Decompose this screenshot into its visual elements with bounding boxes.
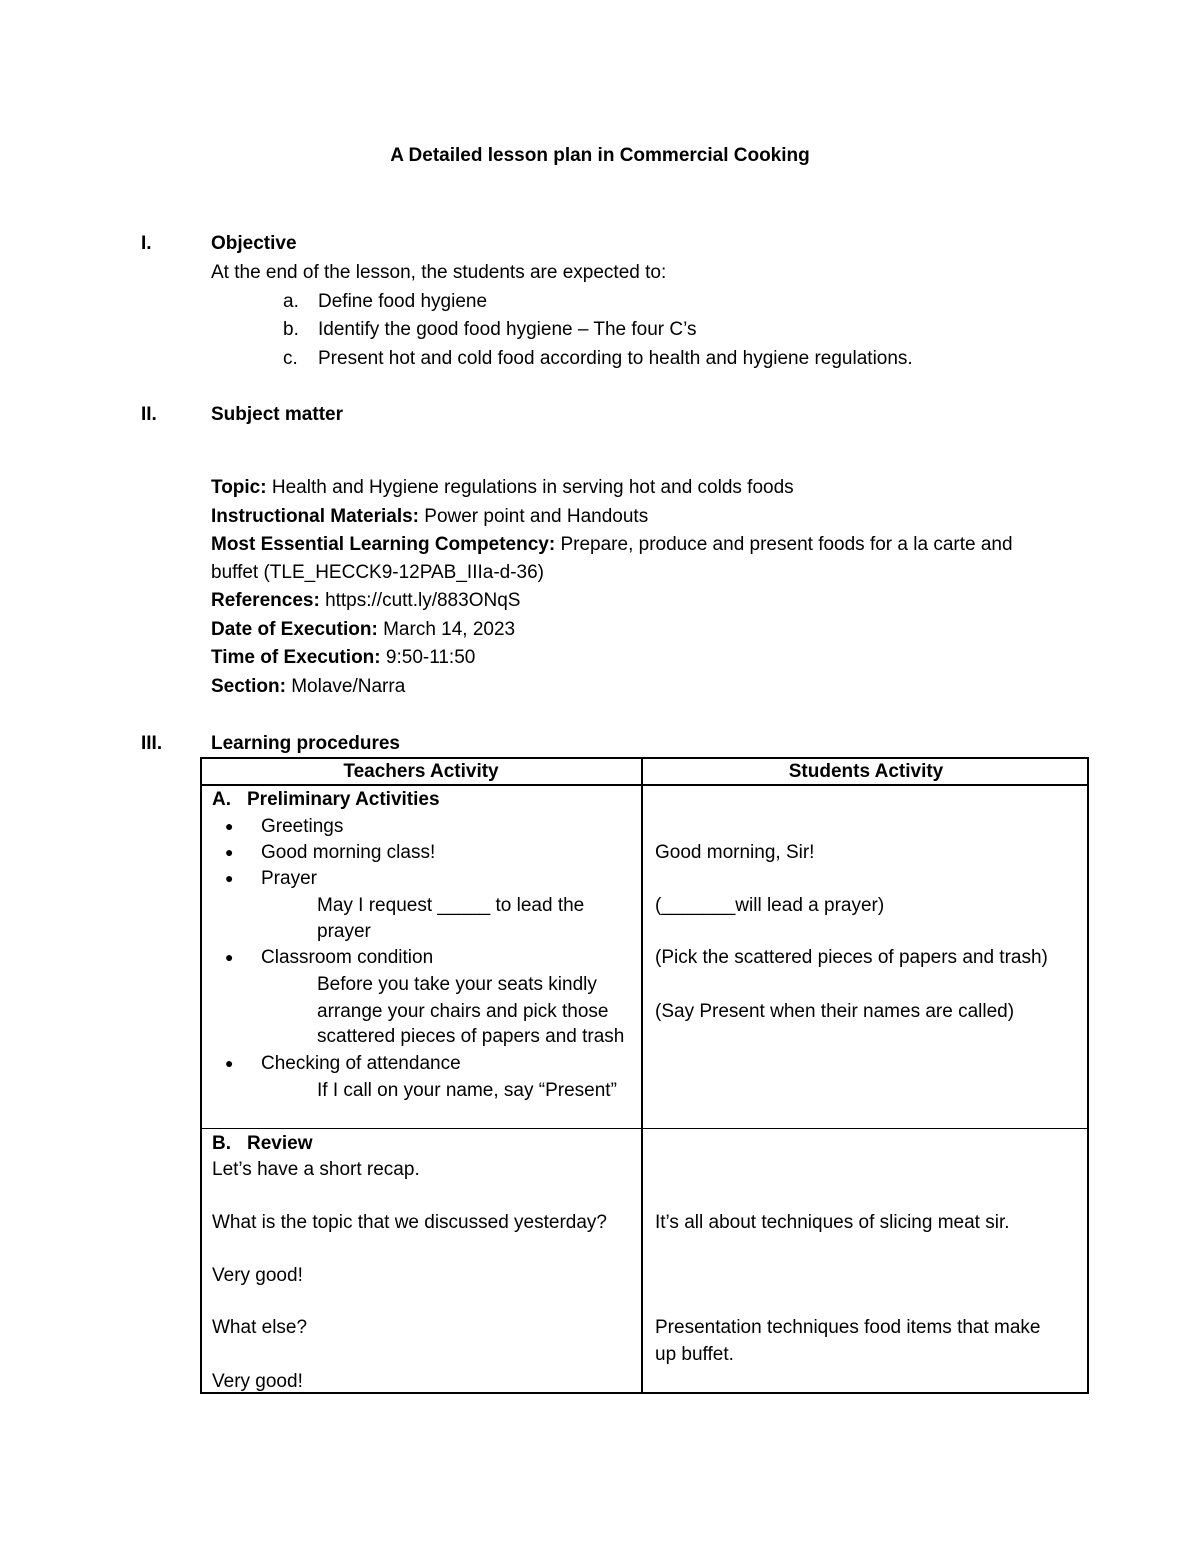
bullet-icon: ● <box>225 844 234 860</box>
preliminary-marker: A. <box>212 789 231 810</box>
section-1-numeral: I. <box>141 233 152 254</box>
bullet-icon: ● <box>225 870 234 886</box>
time-value: 9:50-11:50 <box>385 647 476 668</box>
recap-text: Let’s have a short recap. <box>212 1159 420 1180</box>
student-say-present: (Say Present when their names are called) <box>655 1001 1015 1022</box>
section-2-numeral: II. <box>141 404 157 425</box>
references-line <box>211 590 520 612</box>
table-header-divider <box>200 784 1089 786</box>
objective-marker-a: a. <box>283 291 299 312</box>
materials-value: Power point and Handouts <box>424 506 649 527</box>
time-label: Time of Execution: <box>211 647 381 668</box>
bullet-icon: ● <box>225 818 234 834</box>
section-1-heading: Objective <box>211 233 297 254</box>
date-line <box>211 619 515 641</box>
review-question-1: What is the topic that we discussed yesterday? <box>212 1212 607 1233</box>
review-heading: Review <box>247 1133 313 1154</box>
bullet-icon: ● <box>225 949 234 965</box>
student-prayer: (_______will lead a prayer) <box>655 895 885 916</box>
topic-line <box>211 477 794 499</box>
student-good-morning: Good morning, Sir! <box>655 842 815 863</box>
student-pick-trash: (Pick the scattered pieces of papers and trash) <box>655 947 1048 968</box>
students-activity-header: Students Activity <box>788 761 944 782</box>
student-answer-1: It’s all about techniques of slicing meat sir. <box>655 1212 1010 1233</box>
objective-intro: At the end of the lesson, the students are expected to: <box>211 262 667 283</box>
materials-label: Instructional Materials: <box>211 506 419 527</box>
melc-value: Prepare, produce and present foods for a la carte and <box>560 534 1013 555</box>
references-value: https://cutt.ly/883ONqS <box>325 590 521 611</box>
time-line <box>211 647 475 669</box>
objective-item-a: Define food hygiene <box>318 291 488 312</box>
classroom-condition-item: Classroom condition <box>261 947 434 968</box>
melc-label: Most Essential Learning Competency: <box>211 534 556 555</box>
section-2-heading: Subject matter <box>211 404 343 425</box>
references-label: References: <box>211 590 320 611</box>
greetings-item: Greetings <box>261 816 344 837</box>
section-value: Molave/Narra <box>291 676 406 697</box>
review-question-2: What else? <box>212 1317 308 1338</box>
section-line <box>211 676 405 698</box>
objective-item-c: Present hot and cold food according to health and hygiene regulations. <box>318 348 913 369</box>
student-answer-2-line1: Presentation techniques food items that make <box>655 1317 1041 1338</box>
section-label: Section: <box>211 676 286 697</box>
section-3-heading: Learning procedures <box>211 733 400 754</box>
review-marker: B. <box>212 1133 231 1154</box>
table-row-divider <box>200 1128 1089 1129</box>
classroom-instruction-line3: scattered pieces of papers and trash <box>317 1026 625 1047</box>
objective-marker-b: b. <box>283 319 299 340</box>
student-answer-2-line2: up buffet. <box>655 1344 734 1365</box>
very-good-1: Very good! <box>212 1265 303 1286</box>
topic-value: Health and Hygiene regulations in serving hot and colds foods <box>271 477 794 498</box>
date-value: March 14, 2023 <box>383 619 516 640</box>
topic-label: Topic: <box>211 477 267 498</box>
attendance-item: Checking of attendance <box>261 1053 461 1074</box>
teachers-activity-header: Teachers Activity <box>343 761 499 782</box>
prayer-item: Prayer <box>261 868 317 889</box>
melc-value-continued: buffet (TLE_HECCK9-12PAB_IIIa-d-36) <box>211 562 545 583</box>
attendance-instruction: If I call on your name, say “Present” <box>317 1080 617 1101</box>
classroom-instruction-line2: arrange your chairs and pick those <box>317 1001 609 1022</box>
good-morning-item: Good morning class! <box>261 842 436 863</box>
materials-line <box>211 506 648 528</box>
preliminary-heading: Preliminary Activities <box>247 789 440 810</box>
date-label: Date of Execution: <box>211 619 378 640</box>
bullet-icon: ● <box>225 1055 234 1071</box>
prayer-request-line2: prayer <box>317 921 371 942</box>
prayer-request-line1: May I request _____ to lead the <box>317 895 585 916</box>
section-3-numeral: III. <box>141 733 163 754</box>
classroom-instruction-line1: Before you take your seats kindly <box>317 974 597 995</box>
melc-line <box>211 534 1013 556</box>
very-good-2: Very good! <box>212 1371 303 1392</box>
document-title: A Detailed lesson plan in Commercial Cooking <box>390 145 810 166</box>
table-column-divider <box>641 757 643 1394</box>
objective-marker-c: c. <box>283 348 298 369</box>
objective-item-b: Identify the good food hygiene – The four C’s <box>318 319 697 340</box>
